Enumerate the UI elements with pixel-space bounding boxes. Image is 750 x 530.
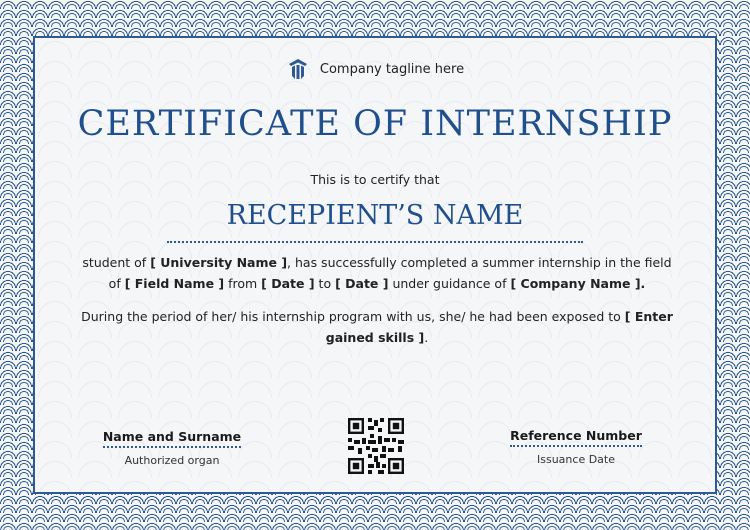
paragraph-text: student of (82, 255, 151, 270)
qr-code-icon (348, 418, 404, 474)
certificate-body (33, 36, 717, 494)
paragraph-text: to (314, 276, 336, 291)
signature-left (97, 426, 247, 467)
company-header (35, 58, 715, 80)
signature-right (501, 425, 651, 466)
company-placeholder: [ Company Name ]. (510, 276, 646, 291)
date-from-placeholder: [ Date ] (261, 276, 315, 291)
university-placeholder: [ University Name ] (150, 255, 288, 270)
signer-role: Authorized organ (124, 454, 220, 467)
paragraph-text: from (224, 276, 262, 291)
paragraph-text: under guidance of (388, 276, 511, 291)
recipient-underline (167, 241, 583, 243)
date-to-placeholder: [ Date ] (335, 276, 389, 291)
skills-placeholder: [ Enter gained skills ] (325, 309, 673, 345)
paragraph-text: . (424, 330, 429, 345)
field-placeholder: [ Field Name ] (124, 276, 225, 291)
reference-number-label: Reference Number (510, 428, 642, 447)
recipient-name: RECEPIENT’S NAME (226, 200, 524, 231)
completion-paragraph (75, 252, 679, 294)
issuance-date-label: Issuance Date (537, 453, 615, 466)
skills-paragraph (75, 306, 679, 348)
company-tagline: Company tagline here (319, 61, 465, 77)
paragraph-text: , has successfully completed a summer internship in the field of (108, 255, 672, 291)
company-logo-icon (286, 58, 310, 80)
paragraph-text: During the period of her/ his internship program with us, she/ he had been exposed to (81, 309, 625, 324)
certify-line: This is to certify that (310, 172, 440, 187)
signer-name: Name and Surname (103, 429, 241, 448)
certificate-title: CERTIFICATE OF INTERNSHIP (77, 104, 673, 144)
